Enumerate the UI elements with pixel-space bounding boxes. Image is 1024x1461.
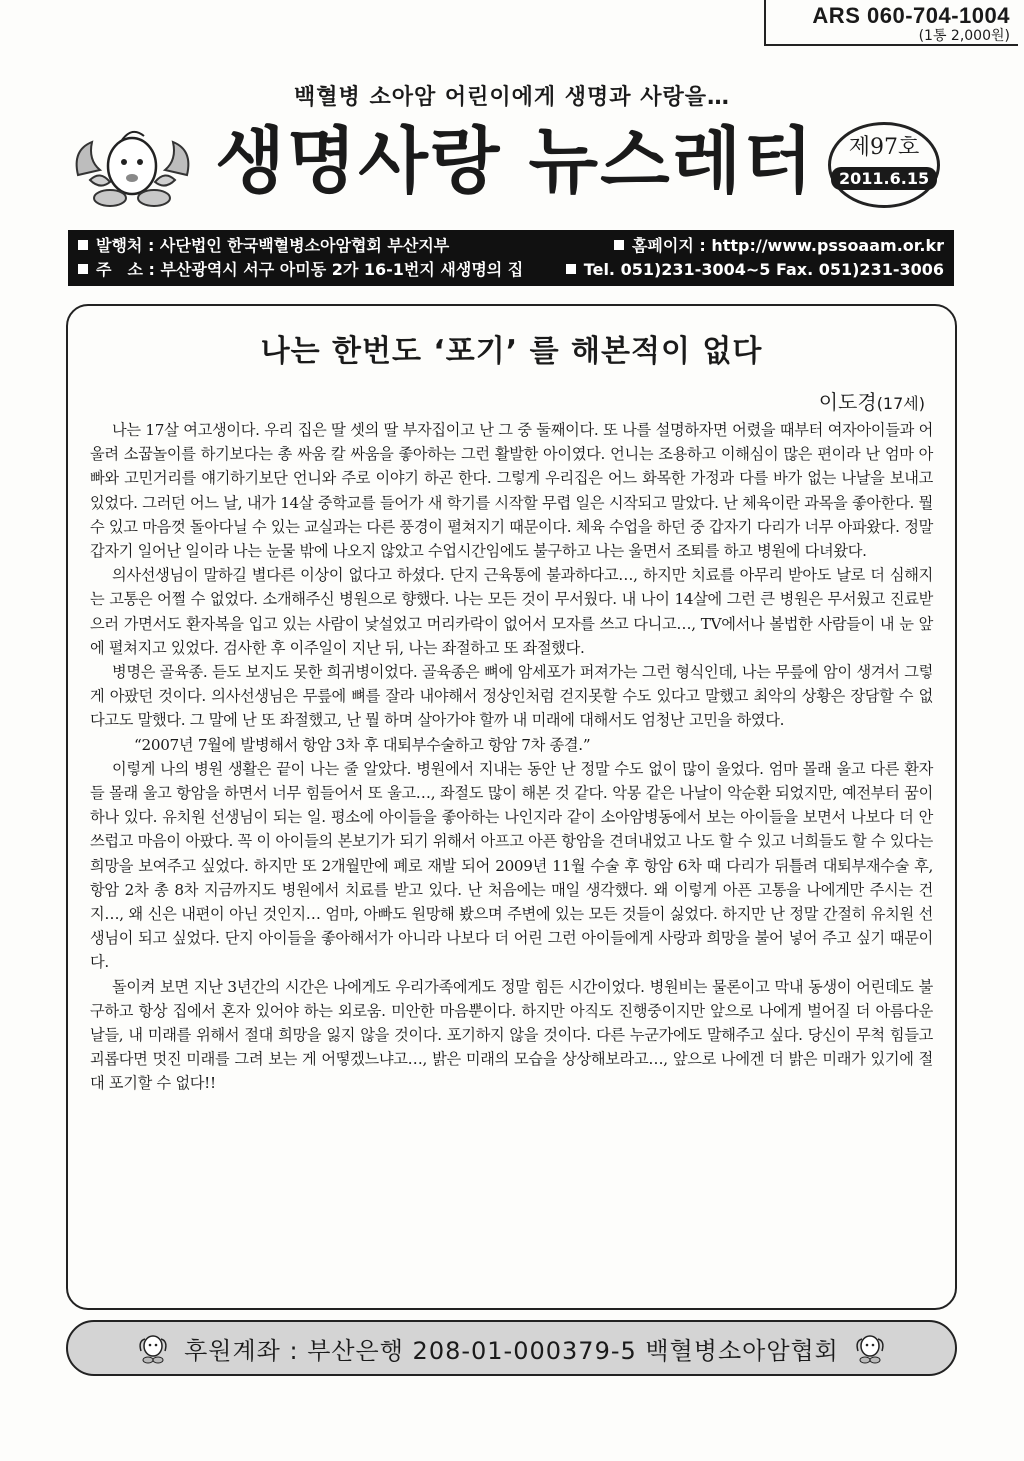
author-byline <box>819 386 925 415</box>
square-bullet-icon <box>614 240 624 250</box>
address-line: 주 소 : 부산광역시 서구 아미동 2가 16-1번지 새생명의 집 <box>78 258 523 282</box>
square-bullet-icon <box>78 264 88 274</box>
angel-child-icon <box>136 1331 170 1365</box>
ars-fee: (1통 2,000원) <box>918 28 1010 44</box>
author-age: (17세) <box>876 394 925 413</box>
issue-date: 2011.6.15 <box>831 167 937 190</box>
article-title: 나는 한번도 ‘포기’ 를 해본적이 없다 <box>260 334 763 369</box>
angel-child-icon <box>853 1331 887 1365</box>
publisher-info-bar <box>68 230 954 286</box>
tel-fax-line: Tel. 051)231-3004~5 Fax. 051)231-3006 <box>566 258 944 282</box>
donation-account: 후원계좌 : 부산은행 208-01-000379-5 백혈병소아암협회 <box>184 1336 839 1365</box>
angel-child-icon <box>70 120 195 210</box>
homepage-line: 홈페이지 : http://www.pssoaam.or.kr <box>614 234 944 258</box>
author-name: 이도경 <box>818 390 877 414</box>
paragraph: 이렇게 나의 병원 생활은 끝이 나는 줄 알았다. 병원에서 지내는 동안 난 정말 수도 없이 많이 울었다. 엄마 몰래 울고 다른 환자들 몰래 울고 항암을 하면서 너무 힘들어서 또 울고…, 좌절도 많이 해본 것 같다. 악몽 같은 나날이 악순환 되었지만, 예전부터 꿈이 하나 있다. 유치원 선생님이 되는 일. 평소에 아이들을 좋아하는 나인지라 같이 소아암병동에서 보는 아이들을 보면서 나보다 더 안쓰럽고 마음이 아팠다. 꼭 이 아이들의 본보기가 되기 위해서 아프고 아픈 항암을 견뎌내었고 나도 할 수 있고 너희들도 할 수 있다는 희망을 보여주고 싶었다. 하지만 또 2개월만에 폐로 재발 되어 2009년 11월 수술 후 항암 6차 때 다리가 뒤틀려 대퇴부재수술 후, 항암 2차 총 8차 지금까지도 병원에서 치료를 받고 있다. 난 처음에는 매일 생각했다. 왜 이렇게 아픈 고통을 나에게만 주시는 건지…, 왜 신은 내편이 아닌 것인지… 엄마, 아빠도 원망해 봤으며 주변에 있는 모든 것들이 싫었다. 하지만 난 정말 간절히 유치원 선생님이 되고 싶었다. 단지 아이들을 좋아해서가 아니라 나보다 더 어린 그런 아이들에게 사랑과 희망을 불어 넣어 주고 싶기 때문이다. <box>90 759 933 972</box>
square-bullet-icon <box>78 240 88 250</box>
newsletter-title: 생명사랑 뉴스레터 <box>215 119 815 203</box>
quote-paragraph: “2007년 7월에 발병해서 항암 3차 후 대퇴부수술하고 항암 7차 종결.” <box>134 735 591 754</box>
issue-badge <box>828 122 940 208</box>
square-bullet-icon <box>566 264 576 274</box>
ars-number: ARS 060-704-1004 <box>812 3 1010 28</box>
publisher-line: 발행처 : 사단법인 한국백혈병소아암협회 부산지부 <box>78 234 449 258</box>
paragraph: 병명은 골육종. 듣도 보지도 못한 희귀병이었다. 골육종은 뼈에 암세포가 퍼져가는 그런 형식인데, 나는 무릎에 암이 생겨서 그렇게 아팠던 것이다. 의사선생님은 무릎에 뼈를 잘라 내야해서 정상인처럼 걷지못할 수도 있다고 말했고 최악의 상황은 장담할 수 없다고도 말했다. 그 말에 난 또 좌절했고, 난 뭘 하며 살아가야 할까 내 미래에 대해서도 엄청난 고민을 하였다. <box>90 663 933 730</box>
paragraph: 의사선생님이 말하길 별다른 이상이 없다고 하셨다. 단지 근육통에 불과하다고…, 하지만 치료를 아무리 받아도 날로 더 심해지는 고통은 어쩔 수 없었다. 소개해주신 병원으로 향했다. 나는 모든 것이 무서웠다. 내 나이 14살에 그런 큰 병원은 무서웠고 진료받으러 가면서도 환자복을 입고 있는 사람이 낯설었고 머리카락이 없어서 모자를 쓰고 다니고…, TV에서나 볼법한 사람들이 내 눈 앞에 펼쳐지고 있었다. 검사한 후 이주일이 지난 뒤, 나는 좌절하고 또 좌절했다. <box>90 566 933 657</box>
tagline: 백혈병 소아암 어린이에게 생명과 사랑을… <box>294 85 730 110</box>
issue-number: 제97호 <box>848 135 920 160</box>
paragraph: 돌이켜 보면 지난 3년간의 시간은 나에게도 우리가족에게도 정말 힘든 시간이었다. 병원비는 물론이고 막내 동생이 어린데도 불구하고 항상 집에서 혼자 있어야 하는 외로움. 미안한 마음뿐이다. 하지만 아직도 진행중이지만 앞으로 나에게 벌어질 더 아름다운 날들, 내 미래를 위해서 절대 희망을 잃지 않을 것이다. 포기하지 않을 것이다. 다른 누군가에도 말해주고 싶다. 당신이 무척 힘들고 괴롭다면 멋진 미래를 그려 보는 게 어떻겠느냐고…, 밝은 미래의 모습을 상상해보라고…, 앞으로 나에겐 더 밝은 미래가 있기에 절대 포기할 수 없다!! <box>90 977 933 1093</box>
donation-account-bar <box>66 1320 957 1376</box>
article-body <box>90 418 933 1096</box>
ars-box <box>764 0 1018 46</box>
article-box <box>66 304 957 1310</box>
paragraph: 나는 17살 여고생이다. 우리 집은 딸 셋의 딸 부자집이고 난 그 중 둘째이다. 또 나를 설명하자면 어렸을 때부터 여자아이들과 어울려 소꿉놀이를 하기보다는 총 싸움 칼 싸움을 좋아하는 그런 활발한 아이였다. 언니는 조용하고 이해심이 많은 편이라 난 엄마 아빠와 고민거리를 얘기하기보단 언니와 주로 이야기 하곤 한다. 그렇게 우리집은 어느 화목한 가정과 다를 바가 없는 나날을 보내고 있었다. 그러던 어느 날, 내가 14살 중학교를 들어가 새 학기를 시작할 무렵 일은 시작되고 말았다. 난 체육이란 과목을 좋아한다. 뭘 수 있고 마음껏 돌아다닐 수 있는 교실과는 다른 풍경이 펼쳐지기 때문이다. 체육 수업을 하던 중 갑자기 다리가 너무 아파왔다. 정말 갑자기 일어난 일이라 나는 눈물 밖에 나오지 않았고 수업시간임에도 불구하고 나는 울면서 조퇴를 하고 병원에 다녀왔다. <box>90 421 933 561</box>
